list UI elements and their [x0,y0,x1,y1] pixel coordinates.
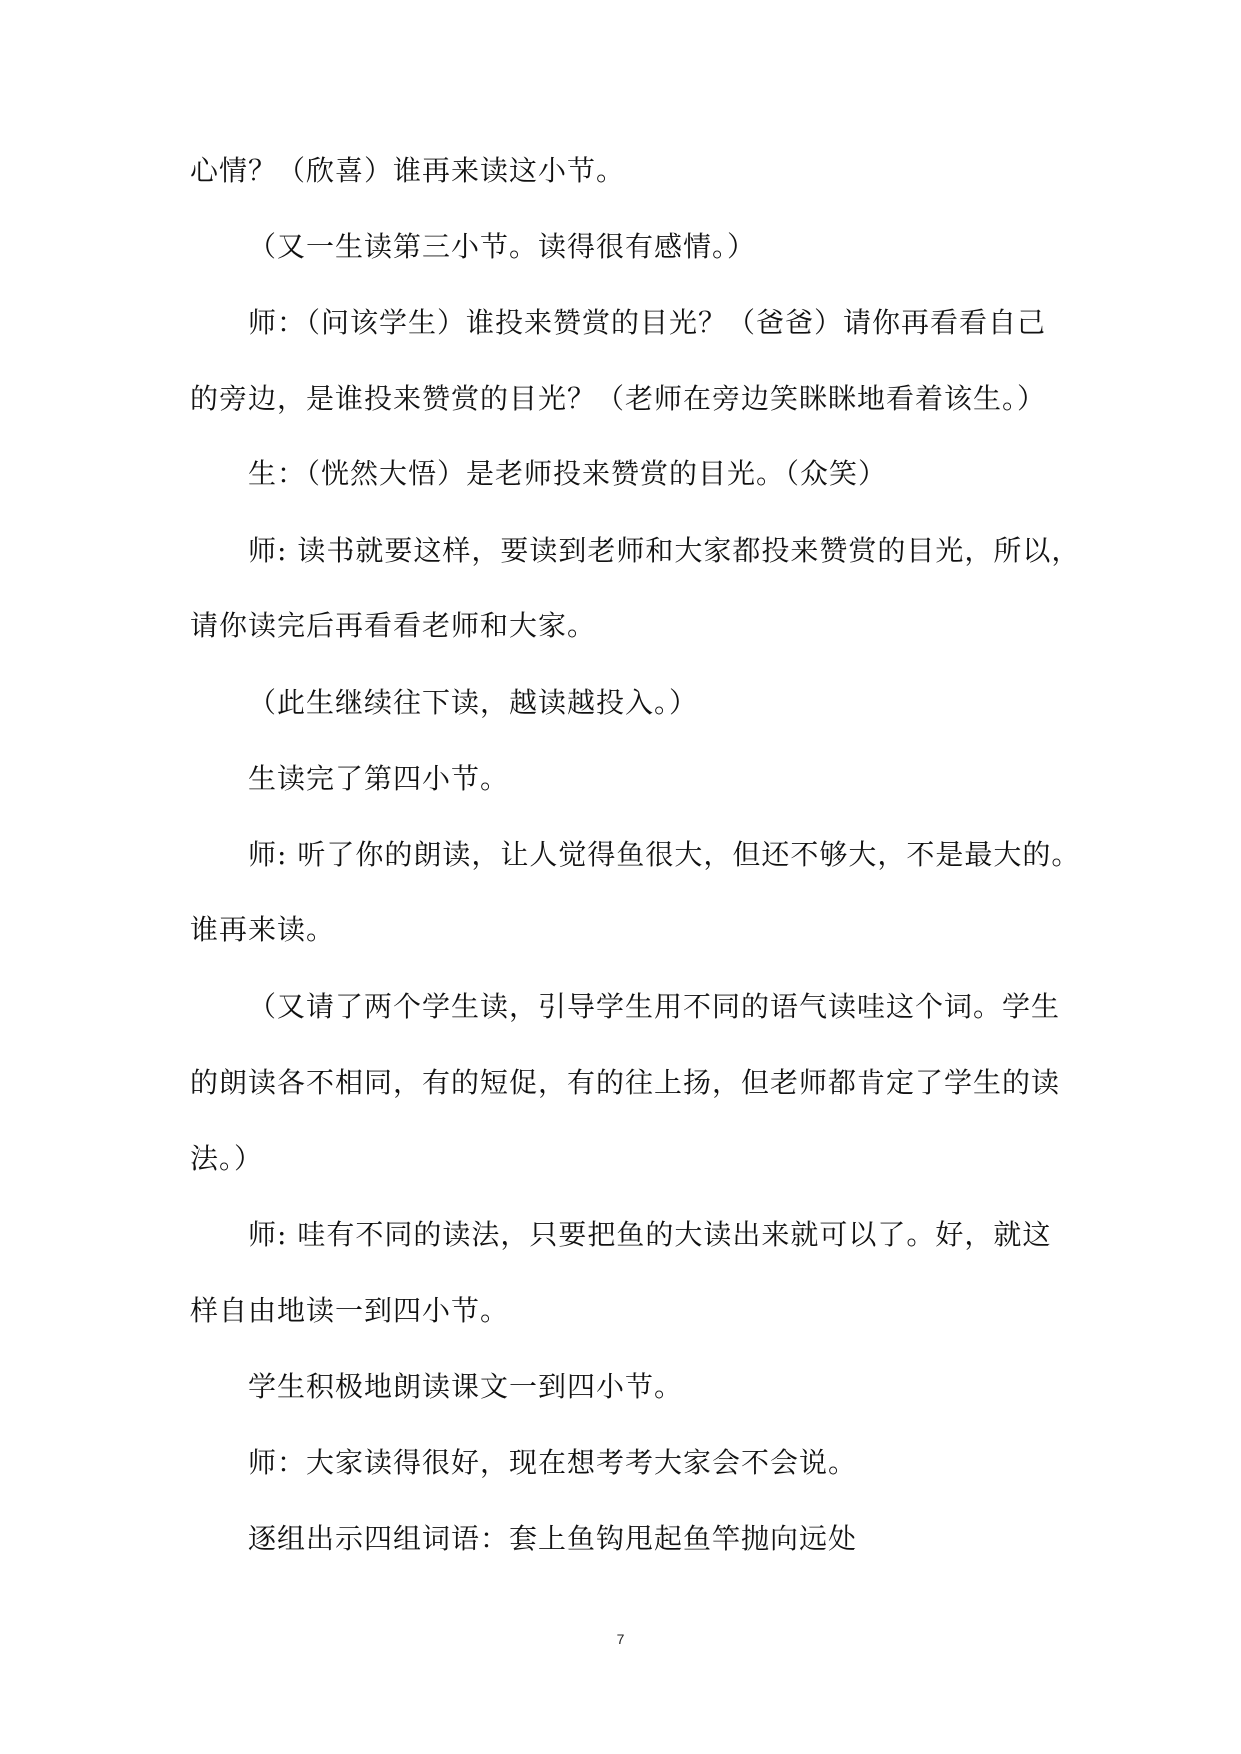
text-line: （又一生读第三小节。读得很有感情。） [248,230,757,263]
text-line: 请你读完后再看看老师和大家。 [190,609,597,642]
text-line: （此生继续往下读，越读越投入。） [248,686,699,719]
text-line: 学生积极地朗读课文一到四小节。 [248,1370,684,1403]
text-line: 师：（问该学生）谁投来赞赏的目光？（爸爸）请你再看看自己 [248,306,1047,339]
text-line: 逐组出示四组词语：套上鱼钩甩起鱼竿抛向远处 [248,1522,858,1555]
page-number: 7 [616,1631,625,1647]
text-line: 师: 听了你的朗读，让人觉得鱼很大，但还不够大，不是最大的。 [248,838,1081,871]
text-line: 的旁边，是谁投来赞赏的目光？（老师在旁边笑眯眯地看着该生。） [190,382,1047,415]
text-line: 法。） [190,1142,264,1175]
text-line: 的朗读各不相同，有的短促，有的往上扬，但老师都肯定了学生的读 [190,1066,1061,1099]
text-line: 谁再来读。 [190,913,336,946]
text-line: 生：（恍然大悟）是老师投来赞赏的目光。（众笑） [248,457,888,490]
text-line: 心情？（欣喜）谁再来读这小节。 [190,154,626,187]
text-line: 生读完了第四小节。 [248,762,510,795]
text-line: 师：大家读得很好，现在想考考大家会不会说。 [248,1446,858,1479]
text-line: 师: 读书就要这样，要读到老师和大家都投来赞赏的目光，所以， [248,534,1081,567]
text-line: 师: 哇有不同的读法，只要把鱼的大读出来就可以了。好，就这 [248,1218,1052,1251]
text-line: （又请了两个学生读，引导学生用不同的语气读哇这个词。学生 [248,990,1061,1023]
text-line: 样自由地读一到四小节。 [190,1294,510,1327]
